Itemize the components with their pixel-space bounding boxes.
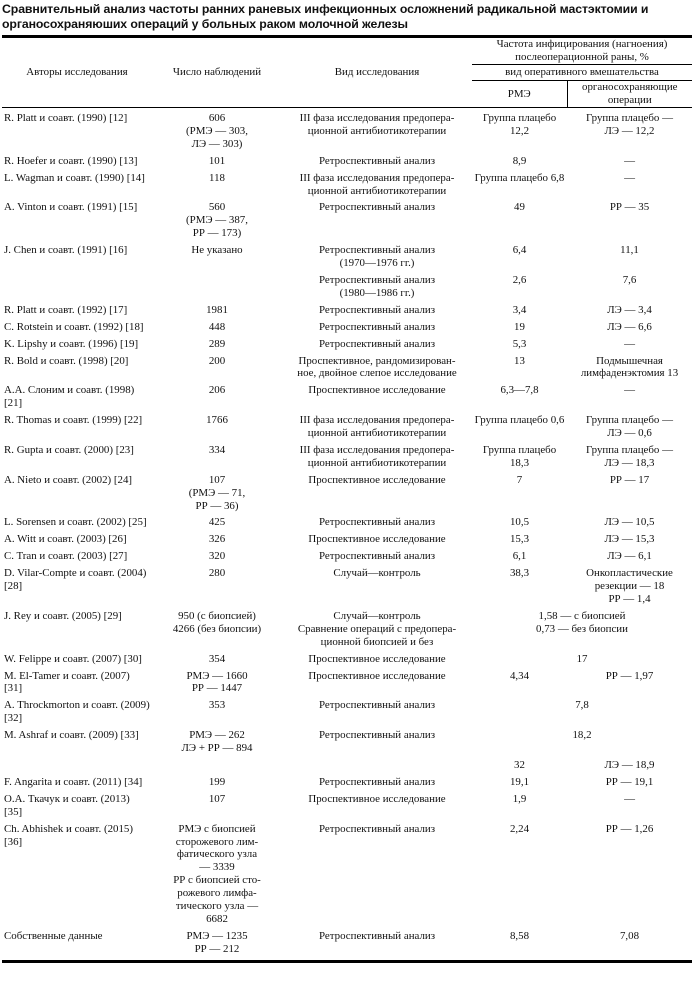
- header-authors: Авторы исследования: [2, 37, 152, 108]
- cell-author: C. Tran и соавт. (2003) [27]: [4, 550, 128, 563]
- cell-frequency-combined: 17: [576, 652, 588, 665]
- cell-rme: 6,1: [512, 550, 527, 563]
- cell-organ: ЛЭ — 18,9: [604, 758, 655, 771]
- cell-count: 606 (РМЭ — 303, ЛЭ — 303): [186, 112, 248, 150]
- cell-author: A. Nieto и соавт. (2002) [24]: [4, 473, 133, 486]
- cell-author: A. Witt и соавт. (2003) [26]: [4, 533, 127, 546]
- cell-count: 200: [208, 354, 226, 367]
- comparison-table: [2, 35, 692, 963]
- cell-rme: 6,3—7,8: [500, 384, 539, 397]
- table-row: [2, 516, 692, 533]
- table-row: [2, 653, 692, 670]
- cell-author: R. Hoefer и соавт. (1990) [13]: [4, 154, 138, 167]
- cell-organ: РР — 35: [609, 201, 650, 214]
- cell-organ: ЛЭ — 15,3: [604, 533, 655, 546]
- cell-author: R. Platt и соавт. (1992) [17]: [4, 303, 128, 316]
- cell-count: 107: [208, 792, 226, 805]
- cell-count: РМЭ — 262 ЛЭ + РР — 894: [181, 729, 253, 755]
- cell-count: 280: [208, 567, 226, 580]
- cell-author: L. Wagman и соавт. (1990) [14]: [4, 171, 145, 184]
- cell-rme: 7: [516, 473, 523, 486]
- cell-rme: 19: [514, 320, 525, 333]
- cell-frequency-combined: 18,2: [572, 729, 592, 742]
- cell-organ: —: [624, 337, 635, 350]
- cell-organ: РР — 1,97: [605, 669, 654, 682]
- cell-study-type: Случай—контроль Сравнение операций с предопера- ционной биопсией и без: [297, 609, 457, 648]
- table-row: [2, 108, 692, 155]
- cell-organ: ЛЭ — 6,6: [607, 320, 652, 333]
- cell-study-type: Ретроспективный анализ: [318, 320, 436, 333]
- cell-organ: Подмышечная лимфаденэктомия 13: [580, 354, 679, 380]
- cell-study-type: Ретроспективный анализ: [318, 775, 436, 788]
- cell-author: M. Ashraf и соавт. (2009) [33]: [4, 729, 139, 742]
- cell-study-type: Ретроспективный анализ: [318, 699, 436, 712]
- cell-count: 326: [208, 533, 226, 546]
- table-row: [2, 776, 692, 793]
- cell-count: 950 (с биопсией) 4266 (без биопсии): [172, 609, 262, 635]
- cell-organ: ЛЭ — 10,5: [604, 516, 655, 529]
- table-row: [2, 244, 692, 274]
- cell-count: Не указано: [191, 244, 243, 257]
- cell-study-type: Ретроспективный анализ: [318, 516, 436, 529]
- cell-rme: 4,34: [509, 669, 530, 682]
- cell-count: [152, 274, 282, 304]
- cell-count: 320: [208, 550, 226, 563]
- cell-author: W. Felippe и соавт. (2007) [30]: [4, 652, 142, 665]
- cell-study-type: Проспективное исследование: [308, 792, 446, 805]
- cell-study-type: III фаза исследования предопера- ционной антибиотикотерапии: [299, 171, 455, 197]
- cell-count: 199: [208, 775, 226, 788]
- cell-count: РМЭ — 1235 РР — 212: [152, 930, 282, 961]
- header-frequency: Частота инфицирования (нагноения) послеоперационной раны, %: [472, 37, 692, 65]
- cell-organ: РР — 17: [609, 473, 650, 486]
- cell-count: 353: [208, 699, 226, 712]
- cell-author: A. Throckmorton и соавт. (2009) [32]: [4, 699, 150, 725]
- cell-study-type: Ретроспективный анализ: [318, 822, 436, 835]
- cell-organ: —: [624, 792, 635, 805]
- cell-author: M. El-Tamer и соавт. (2007) [31]: [4, 669, 130, 695]
- cell-author: [2, 274, 152, 304]
- cell-author: A. Vinton и соавт. (1991) [15]: [4, 201, 138, 214]
- cell-organ: Группа плацебо — ЛЭ — 18,3: [586, 443, 673, 469]
- header-rme: РМЭ: [472, 81, 567, 108]
- table-row: [2, 474, 692, 517]
- header-organ: органосохраняющие операции: [567, 81, 692, 108]
- cell-rme: 5,3: [512, 337, 527, 350]
- cell-rme: Группа плацебо 0,6: [474, 414, 565, 427]
- cell-rme: 6,4: [512, 244, 527, 257]
- cell-study-type: Проспективное исследование: [308, 652, 446, 665]
- table-title: Сравнительный анализ частоты ранних раневых инфекционных осложнений радикальной мастэктомии и органосохраняюших операций у больных раком молочной железы: [2, 2, 649, 31]
- cell-study-type: Ретроспективный анализ: [318, 550, 436, 563]
- cell-organ: 7,08: [567, 930, 692, 961]
- cell-author: D. Vilar-Compte и соавт. (2004) [28]: [4, 567, 147, 593]
- table-row: [2, 930, 692, 961]
- table-row: [2, 304, 692, 321]
- cell-study-type: [282, 759, 472, 776]
- cell-count: 354: [208, 652, 226, 665]
- cell-rme: Группа плацебо 6,8: [474, 171, 565, 184]
- cell-study-type: Ретроспективный анализ: [282, 930, 472, 961]
- table-header: [2, 37, 692, 108]
- cell-rme: 3,4: [512, 303, 527, 316]
- cell-rme: 8,58: [472, 930, 567, 961]
- cell-author: Ch. Abhishek и соавт. (2015) [36]: [4, 822, 133, 848]
- table-row: [2, 155, 692, 172]
- table-row: [2, 670, 692, 700]
- cell-count: 1981: [206, 303, 228, 316]
- cell-study-type: Проспективное исследование: [308, 533, 446, 546]
- table-row: [2, 793, 692, 823]
- cell-rme: Группа плацебо 18,3: [482, 443, 557, 469]
- cell-organ: Онкопластические резекции — 18 РР — 1,4: [586, 567, 673, 605]
- table-row: [2, 201, 692, 244]
- cell-study-type: Проспективное исследование: [308, 384, 446, 397]
- cell-count: РМЭ с биопсией сторожевого лим- фатического узла — 3339 РР с биопсией сто- рожевого лимфа- тического узла — 6682: [173, 822, 261, 925]
- cell-organ: Группа плацебо — ЛЭ — 12,2: [586, 112, 673, 137]
- cell-study-type: Ретроспективный анализ: [318, 201, 436, 214]
- cell-rme: 8,9: [512, 154, 527, 167]
- cell-count: 448: [208, 320, 226, 333]
- header-intervention: вид оперативного вмешательства: [472, 65, 692, 81]
- cell-organ: 11,1: [620, 244, 639, 257]
- cell-study-type: III фаза исследования предопера- ционной антибиотикотерапии: [299, 414, 455, 440]
- table-row: [2, 550, 692, 567]
- cell-frequency-combined: 7,8: [575, 699, 589, 712]
- cell-study-type: III фаза исследования предопера- ционной антибиотикотерапии: [299, 112, 455, 137]
- cell-study-type: Ретроспективный анализ: [318, 729, 436, 742]
- cell-author: L. Sorensen и соавт. (2002) [25]: [4, 516, 147, 529]
- cell-count: 425: [208, 516, 226, 529]
- table-row: [2, 610, 692, 653]
- cell-frequency-combined: 1,58 — с биопсией 0,73 — без биопсии: [536, 609, 628, 635]
- cell-author: R. Gupta и соавт. (2000) [23]: [4, 443, 134, 456]
- header-count: Число наблюдений: [152, 37, 282, 108]
- table-body: [2, 108, 692, 962]
- table-row: [2, 172, 692, 202]
- cell-study-type: Ретроспективный анализ: [318, 337, 436, 350]
- table-row: [2, 567, 692, 610]
- cell-study-type: Проспективное исследование: [308, 473, 446, 486]
- cell-count: 107 (РМЭ — 71, РР — 36): [188, 473, 246, 512]
- cell-study-type: Проспективное исследование: [308, 669, 446, 682]
- cell-rme: 15,3: [509, 533, 530, 546]
- cell-study-type: Случай—контроль: [333, 567, 421, 580]
- cell-author: K. Lipshy и соавт. (1996) [19]: [4, 337, 139, 350]
- cell-author: А.А. Слоним и соавт. (1998) [21]: [4, 384, 135, 410]
- table-row: [2, 729, 692, 759]
- cell-author: F. Angarita и соавт. (2011) [34]: [4, 775, 143, 788]
- cell-author: J. Rey и соавт. (2005) [29]: [4, 609, 122, 622]
- cell-rme: 2,24: [509, 822, 530, 835]
- cell-count: 560 (РМЭ — 387, РР — 173): [186, 201, 248, 240]
- table-row: [2, 444, 692, 474]
- cell-rme: 38,3: [509, 567, 530, 580]
- cell-study-type: Ретроспективный анализ: [318, 303, 436, 316]
- cell-count: 289: [208, 337, 226, 350]
- cell-organ: РР — 19,1: [605, 775, 654, 788]
- cell-author: [2, 759, 152, 776]
- table-row: [2, 759, 692, 776]
- cell-study-type: Проспективное, рандомизирован- ное, двойное слепое исследование: [297, 354, 457, 380]
- cell-organ: —: [624, 384, 635, 397]
- table-row: [2, 414, 692, 444]
- cell-author: C. Rotstein и соавт. (1992) [18]: [4, 320, 144, 333]
- table-row: [2, 823, 692, 930]
- cell-count: РМЭ — 1660 РР — 1447: [186, 669, 248, 695]
- cell-study-type: Ретроспективный анализ (1980—1986 гг.): [318, 273, 436, 299]
- cell-study-type: Ретроспективный анализ (1970—1976 гг.): [318, 244, 436, 270]
- cell-organ: РР — 1,26: [605, 822, 654, 835]
- cell-count: 101: [208, 154, 226, 167]
- table-row: [2, 384, 692, 414]
- cell-author: J. Chen и соавт. (1991) [16]: [4, 244, 128, 257]
- cell-rme: 32: [514, 758, 525, 771]
- cell-rme: 1,9: [512, 792, 527, 805]
- cell-organ: —: [624, 171, 635, 184]
- cell-author: R. Platt и соавт. (1990) [12]: [4, 112, 128, 124]
- cell-organ: —: [624, 154, 635, 167]
- cell-author: Собственные данные: [2, 930, 152, 961]
- table-row: [2, 274, 692, 304]
- cell-rme: 2,6: [512, 273, 527, 286]
- cell-rme: Группа плацебо 12,2: [482, 112, 557, 137]
- table-row: [2, 321, 692, 338]
- cell-author: R. Bold и соавт. (1998) [20]: [4, 354, 129, 367]
- cell-count: [152, 759, 282, 776]
- cell-rme: 49: [514, 201, 525, 214]
- table-row: [2, 533, 692, 550]
- table-row: [2, 355, 692, 385]
- cell-study-type: Ретроспективный анализ: [318, 154, 436, 167]
- cell-organ: ЛЭ — 3,4: [607, 303, 652, 316]
- cell-organ: ЛЭ — 6,1: [607, 550, 652, 563]
- cell-rme: 10,5: [509, 516, 530, 529]
- cell-organ: 7,6: [622, 273, 637, 286]
- cell-organ: Группа плацебо — ЛЭ — 0,6: [586, 414, 673, 440]
- table-row: [2, 338, 692, 355]
- cell-count: 118: [209, 171, 225, 184]
- cell-count: 1766: [206, 414, 228, 427]
- cell-count: 206: [208, 384, 226, 397]
- table-row: [2, 699, 692, 729]
- cell-count: 334: [208, 443, 226, 456]
- cell-rme: 19,1: [509, 775, 530, 788]
- cell-author: О.А. Ткачук и соавт. (2013) [35]: [4, 792, 130, 818]
- cell-study-type: III фаза исследования предопера- ционной антибиотикотерапии: [299, 443, 455, 469]
- cell-rme: 13: [514, 354, 525, 367]
- header-study-type: Вид исследования: [282, 37, 472, 108]
- cell-author: R. Thomas и соавт. (1999) [22]: [4, 414, 143, 427]
